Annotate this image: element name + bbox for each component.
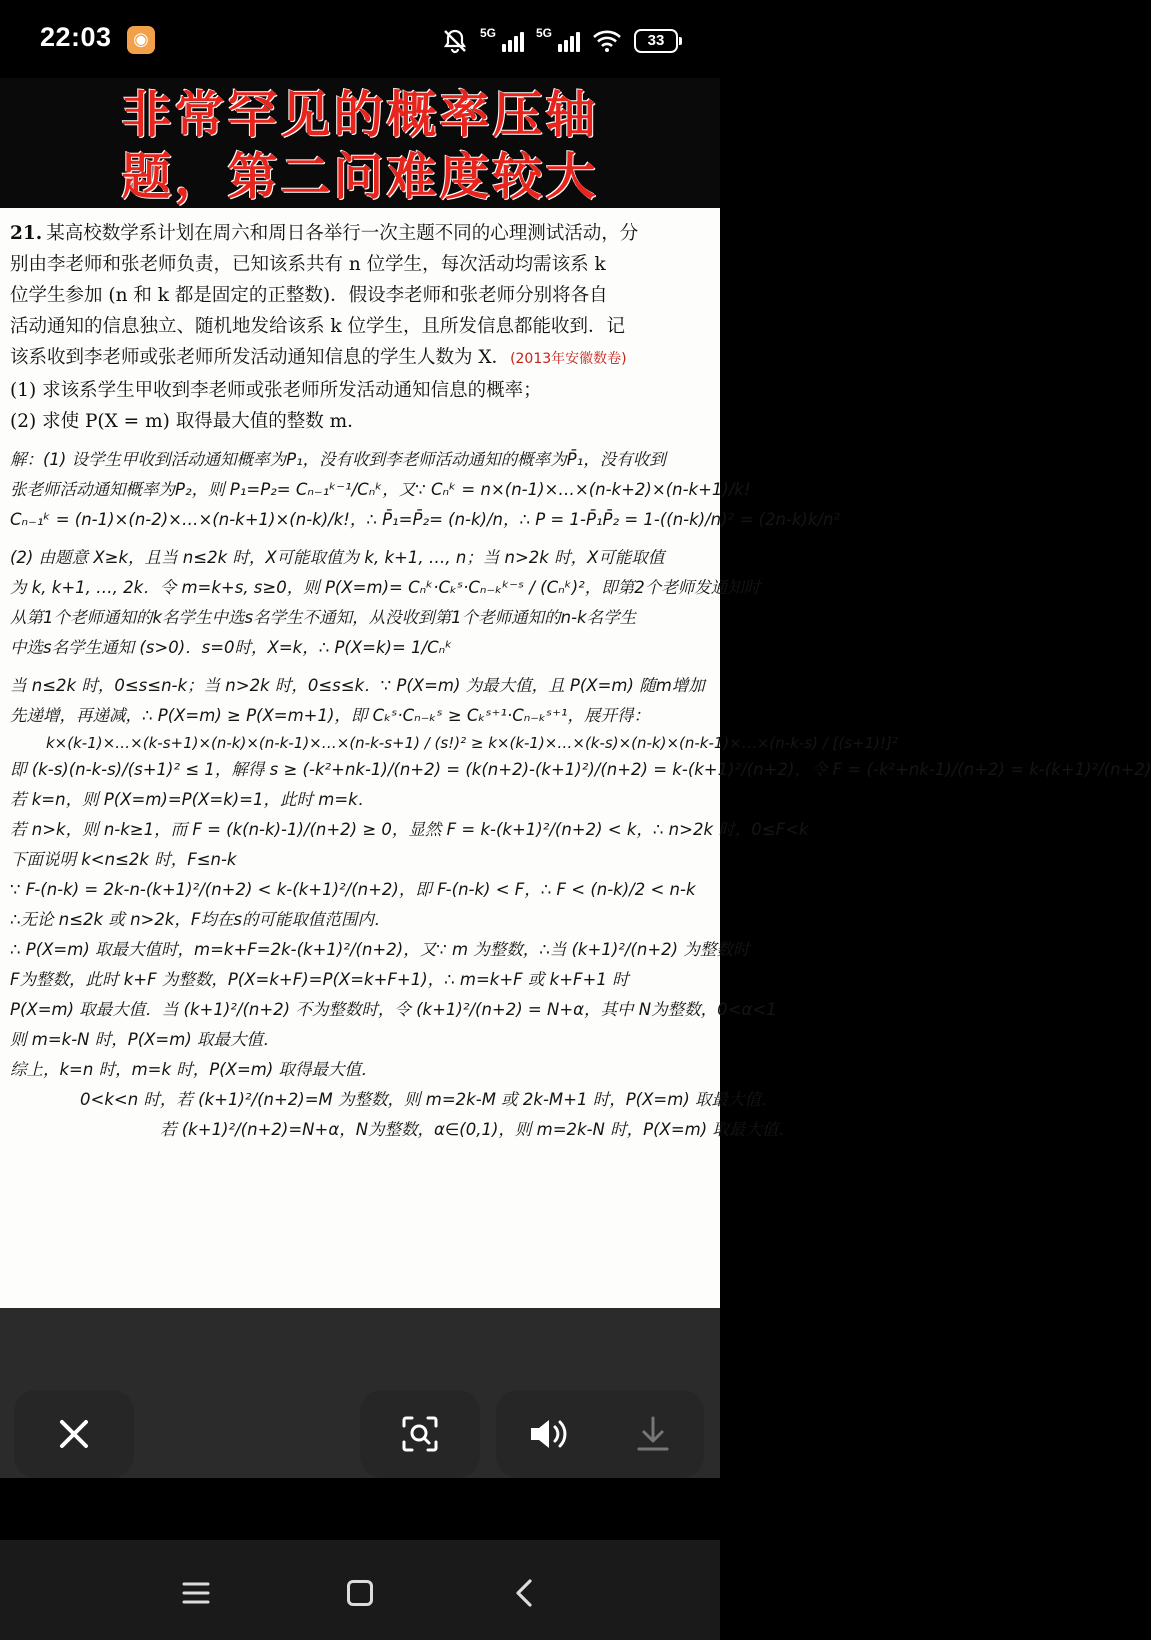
status-time: 22:03 (40, 22, 112, 52)
problem-line: 活动通知的信息独立、随机地发给该系 k 位学生，且所发信息都能收到．记 (10, 316, 625, 337)
banner-line-2: 题，第二问难度较大 (121, 148, 599, 206)
solution-line: 则 m=k-N 时，P(X=m) 取最大值． (10, 1030, 280, 1049)
banner-line-1: 非常罕见的概率压轴 (121, 86, 599, 144)
network-type-2: 5G (536, 26, 553, 40)
status-bar (0, 0, 720, 78)
wifi-icon (592, 29, 622, 53)
signal-icon (480, 28, 524, 54)
image-search-icon (400, 1414, 440, 1454)
solution-line: P(X=m) 取最大值．当 (k+1)²/(n+2) 不为整数时，令 (k+1)²/(n+2) = N+α，其中 N为整数，0<α<1 (10, 1000, 777, 1019)
mute-bell-icon (442, 28, 468, 54)
network-type-1: 5G (480, 26, 497, 40)
solution-line: 张老师活动通知概率为P₂，则 P₁=P₂= Cₙ₋₁ᵏ⁻¹/Cₙᵏ，又∵ Cₙᵏ = n×(n-1)×…×(n-k+2)×(n-k+1)/k! (10, 480, 751, 499)
solution-line: 若 k=n，则 P(X=m)=P(X=k)=1，此时 m=k． (10, 790, 375, 809)
home-icon (347, 1580, 373, 1606)
solution-line: Cₙ₋₁ᵏ = (n-1)×(n-2)×…×(n-k+1)×(n-k)/k!，∴ P̄₁=P̄₂= (n-k)/n，∴ P = 1-P̄₁P̄₂ = 1-((n-k)/n)² = (2n-k)k/n² (10, 510, 841, 529)
audio-download-group (496, 1390, 704, 1478)
download-icon[interactable] (633, 1414, 673, 1454)
solution-line: ∴ P(X=m) 取最大值时，m=k+F=2k-(k+1)²/(n+2)，又∵ m 为整数，∴当 (k+1)²/(n+2) 为整数时 (10, 940, 750, 959)
solution-line: 中选s名学生通知 (s>0)．s=0时，X=k，∴ P(X=k)= 1/Cₙᵏ (10, 638, 453, 657)
title-banner (0, 78, 720, 208)
problem-line (10, 342, 710, 375)
back-button[interactable] (494, 1566, 554, 1616)
image-viewer[interactable] (0, 78, 1151, 1478)
solution-line: ∵ F-(n-k) = 2k-n-(k+1)²/(n+2) < k-(k+1)²/(n+2)，即 F-(n-k) < F，∴ F < (n-k)/2 < n-k (10, 880, 696, 899)
solution-line: 即 (k-s)(n-k-s)/(s+1)² ≤ 1，解得 s ≥ (-k²+nk-1)/(n+2) = (k(n+2)-(k+1)²)/(n+2) = k-(k+1)²/(n+2)，令 F = (-k²+nk-1)/(n+2) = k-(k+1)²/(n+2) (10, 760, 1151, 779)
solution-line: 综上，k=n 时，m=k 时，P(X=m) 取得最大值． (10, 1060, 378, 1079)
question-1: (1) 求该系学生甲收到李老师或张老师所发活动通知信息的概率； (10, 380, 542, 401)
solution-line: F为整数，此时 k+F 为整数，P(X=k+F)=P(X=k+F+1)，∴ m=k+F 或 k+F+1 时 (10, 970, 629, 989)
problem-text: 该系收到李老师或张老师所发活动通知信息的学生人数为 X． (10, 347, 511, 368)
status-icons (442, 26, 678, 56)
document-image[interactable] (0, 78, 1151, 1308)
solution-line: 先递增，再递减，∴ P(X=m) ≥ P(X=m+1)，即 Cₖˢ·Cₙ₋ₖˢ ≥ Cₖˢ⁺¹·Cₙ₋ₖˢ⁺¹，展开得： (10, 706, 651, 725)
solution-line: ∴无论 n≤2k 或 n>2k，F均在s的可能取值范围内． (10, 910, 391, 929)
solution-inequality: k×(k-1)×…×(k-s+1)×(n-k)×(n-k-1)×…×(n-k-s+1) / (s!)² ≥ k×(k-1)×…×(k-s)×(n-k)×(n-k-1)×…×(n-k-s) / [(s+1)!]² (46, 734, 898, 752)
battery-icon: 33 (634, 29, 678, 53)
app-notification-icon: ◉ (127, 26, 155, 54)
viewer-controls (0, 1390, 720, 1490)
problem-line (10, 218, 710, 249)
question-2: (2) 求使 P(X = m) 取得最大值的整数 m． (10, 411, 366, 432)
solution-line: 从第1个老师通知的k名学生中选s名学生不通知，从没收到第1个老师通知的n-k名学生 (10, 608, 637, 627)
solution-line: 解：(1) 设学生甲收到活动通知概率为P₁，没有收到李老师活动通知的概率为P̄₁，没有收到 (10, 450, 666, 469)
home-button[interactable] (330, 1566, 390, 1616)
back-icon (510, 1577, 538, 1609)
close-button[interactable] (14, 1390, 134, 1478)
problem-line: 位学生参加 (n 和 k 都是固定的正整数)．假设李老师和张老师分别将各自 (10, 285, 608, 306)
menu-button[interactable] (166, 1566, 226, 1616)
solution-line: 若 (k+1)²/(n+2)=N+α，N为整数，α∈(0,1)，则 m=2k-N 时，P(X=m) 取最大值． (160, 1120, 795, 1139)
close-icon (56, 1416, 92, 1452)
volume-icon[interactable] (527, 1414, 571, 1454)
problem-text: 某高校数学系计划在周六和周日各举行一次主题不同的心理测试活动，分 (46, 223, 639, 244)
source-tag: (2013年安徽数卷) (510, 351, 627, 367)
solution-line: 当 n≤2k 时，0≤s≤n-k；当 n>2k 时，0≤s≤k．∵ P(X=m) 为最大值，且 P(X=m) 随m增加 (10, 676, 705, 695)
problem-document (0, 210, 1151, 1308)
solution-line: 为 k, k+1, …, 2k．令 m=k+s, s≥0，则 P(X=m)= Cₙᵏ·Cₖˢ·Cₙ₋ₖᵏ⁻ˢ / (Cₙᵏ)²，即第2个老师发通知时 (10, 578, 761, 597)
menu-icon (180, 1579, 212, 1607)
problem-number: 21. (10, 223, 43, 244)
handwritten-solution (10, 445, 1151, 1145)
solution-line: 若 n>k，则 n-k≥1，而 F = (k(n-k)-1)/(n+2) ≥ 0，显然 F = k-(k+1)²/(n+2) < k，∴ n>2k 时，0≤F<k (10, 820, 809, 839)
solution-line: 0<k<n 时，若 (k+1)²/(n+2)=M 为整数，则 m=2k-M 或 2k-M+1 时，P(X=m) 取最大值． (80, 1090, 778, 1109)
system-nav-bar (0, 1540, 720, 1640)
problem-line: 别由李老师和张老师负责，已知该系共有 n 位学生，每次活动均需该系 k (10, 254, 606, 275)
problem-statement (10, 218, 710, 437)
signal-icon (536, 28, 580, 54)
image-search-button[interactable] (360, 1390, 480, 1478)
solution-line: (2) 由题意 X≥k，且当 n≤2k 时，X可能取值为 k, k+1, …, n；当 n>2k 时，X可能取值 (10, 548, 665, 567)
solution-line: 下面说明 k<n≤2k 时，F≤n-k (10, 850, 237, 869)
